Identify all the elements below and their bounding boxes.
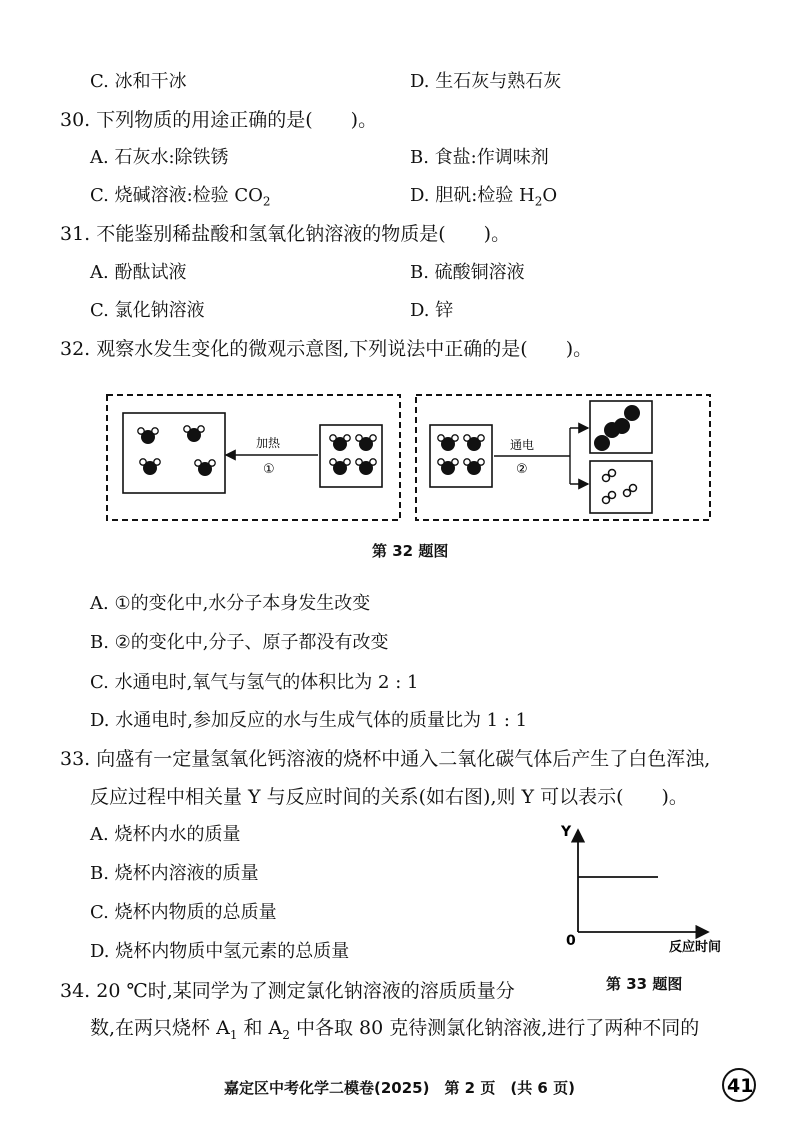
q31-option-a: A. 酚酞试液 — [90, 262, 187, 283]
q29-option-c: C. 冰和干冰 — [90, 71, 187, 92]
h2o-molecule — [330, 435, 350, 451]
q32-vapor-box — [123, 413, 225, 493]
h2o-molecule — [356, 435, 376, 451]
q32-option-c: C. 水通电时,氧气与氢气的体积比为 2 : 1 — [90, 672, 419, 693]
q32-liquid-box-2 — [430, 425, 492, 487]
page-footer: 嘉定区中考化学二模卷(2025) 第 2 页 (共 6 页) — [224, 1079, 575, 1097]
q33-option-b: B. 烧杯内溶液的质量 — [90, 863, 259, 884]
q31-option-d: D. 锌 — [410, 300, 454, 321]
q32-arrow2-num: ② — [516, 462, 528, 477]
y-axis-label: Y — [561, 824, 572, 840]
q33-graph — [560, 824, 721, 955]
h2o-molecule — [138, 428, 158, 444]
h2o-molecule — [438, 435, 458, 451]
q32-stem: 32. 观察水发生变化的微观示意图,下列说法中正确的是( )。 — [60, 338, 593, 360]
page-badge-number: 41 — [727, 1075, 754, 1097]
o-atom — [624, 405, 640, 421]
h2o-molecule — [140, 459, 160, 475]
q32-arrow1-label: 加热 — [256, 436, 281, 450]
q32-arrow2-label: 通电 — [510, 438, 535, 452]
q34-line2: 数,在两只烧杯 $A_1$ 和 $A_2$ 中各取 80 克待测氯化钠溶液,进行了两种不同的 — [90, 1017, 700, 1042]
h2-molecule — [603, 492, 616, 504]
q29-option-d: D. 生石灰与熟石灰 — [410, 71, 562, 92]
q30-option-b: B. 食盐:作调味剂 — [410, 147, 549, 168]
o-atom — [604, 422, 620, 438]
q32-right-frame — [416, 395, 710, 520]
q31-option-b: B. 硫酸铜溶液 — [410, 262, 525, 283]
q34-line1: 34. 20 ℃时,某同学为了测定氯化钠溶液的溶质质量分 — [60, 980, 515, 1002]
q33-caption: 第 33 题图 — [606, 975, 683, 993]
q30-option-a: A. 石灰水:除铁锈 — [90, 147, 229, 168]
q32-hydrogen-box — [590, 461, 652, 513]
q33-option-d: D. 烧杯内物质中氢元素的总质量 — [90, 941, 350, 962]
h2o-molecule — [438, 459, 458, 475]
h2o-molecule — [330, 459, 350, 475]
h2o-molecule — [464, 459, 484, 475]
q30-option-d: D. 胆矾:检验 $H_2O$ — [410, 185, 558, 209]
h2o-molecule — [464, 435, 484, 451]
q33-stem-line1: 33. 向盛有一定量氢氧化钙溶液的烧杯中通入二氧化碳气体后产生了白色浑浊, — [60, 748, 711, 770]
h2o-molecule — [184, 426, 204, 442]
o-atom — [594, 435, 610, 451]
q30-stem: 30. 下列物质的用途正确的是( )。 — [60, 109, 378, 131]
h2o-molecule — [356, 459, 376, 475]
q32-option-b: B. ②的变化中,分子、原子都没有改变 — [90, 632, 389, 653]
q33-option-a: A. 烧杯内水的质量 — [90, 824, 241, 845]
q32-caption: 第 32 题图 — [372, 542, 449, 560]
x-axis-label: 反应时间 — [669, 940, 722, 955]
q32-option-a: A. ①的变化中,水分子本身发生改变 — [90, 593, 371, 614]
q30-option-c: C. 烧碱溶液:检验 $CO_2$ — [90, 185, 271, 209]
q32-option-d: D. 水通电时,参加反应的水与生成气体的质量比为 1 : 1 — [90, 710, 528, 731]
q33-option-c: C. 烧杯内物质的总质量 — [90, 902, 277, 923]
h2-molecule — [624, 485, 637, 497]
q33-stem-line2: 反应过程中相关量 Y 与反应时间的关系(如右图),则 Y 可以表示( )。 — [90, 786, 688, 808]
q31-stem: 31. 不能鉴别稀盐酸和氢氧化钠溶液的物质是( )。 — [60, 223, 511, 245]
q32-arrow1-num: ① — [263, 462, 275, 477]
h2o-molecule — [195, 460, 215, 476]
q31-option-c: C. 氯化钠溶液 — [90, 300, 205, 321]
origin-label: 0 — [566, 933, 576, 949]
h2-molecule — [603, 470, 616, 482]
